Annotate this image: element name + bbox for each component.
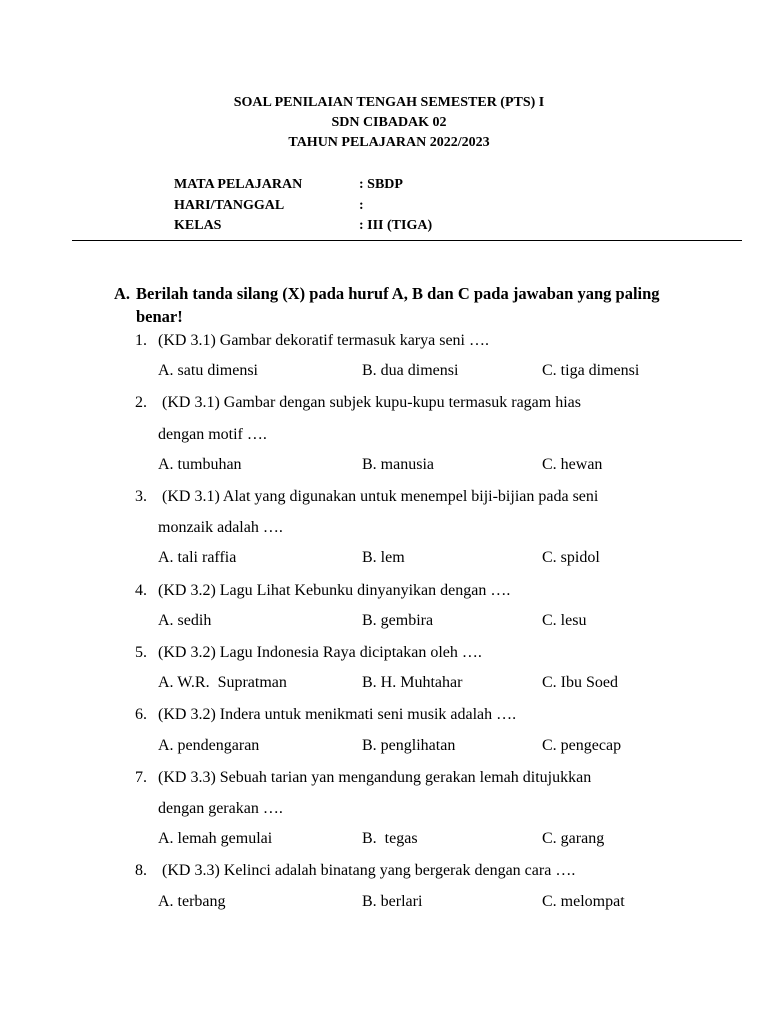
option-c[interactable]: C. Ibu Soed [542,674,618,692]
question-text: (KD 3.2) Indera untuk menikmati seni musik adalah …. [158,706,517,724]
question-text: (KD 3.2) Lagu Indonesia Raya diciptakan oleh …. [158,644,482,661]
question-number: 8. [135,862,147,880]
header-divider [72,240,742,241]
option-a[interactable]: A. sedih [158,611,212,629]
option-c[interactable]: C. tiga dimensi [542,362,640,380]
exam-header [0,93,768,153]
question-text: (KD 3.1) Gambar dekoratif termasuk karya seni …. [158,332,489,349]
option-c[interactable]: C. melompat [542,892,625,910]
option-b[interactable]: B. gembira [362,611,434,629]
header-year: TAHUN PELAJARAN 2022/2023 [288,135,490,150]
info-row-date [174,196,432,217]
option-a[interactable]: A. lemah gemulai [158,830,273,848]
question-text: monzaik adalah …. [158,519,283,537]
option-c[interactable]: C. lesu [542,611,587,629]
question-text: (KD 3.1) Gambar dengan subjek kupu-kupu termasuk ragam hias [158,394,581,412]
info-label: KELAS [174,218,222,233]
option-b[interactable]: B. tegas [362,830,418,848]
question-number: 5. [135,644,147,661]
option-a[interactable]: A. terbang [158,892,226,910]
question-number: 1. [135,332,147,349]
info-row-class [174,216,432,237]
option-c[interactable]: C. pengecap [542,736,622,754]
info-label: MATA PELAJARAN [174,177,303,192]
info-label: HARI/TANGGAL [174,197,285,213]
header-school: SDN CIBADAK 02 [331,115,447,130]
question-text: (KD 3.1) Alat yang digunakan untuk menempel biji-bijian pada seni [158,488,599,505]
question-number: 7. [135,768,147,786]
question-text: (KD 3.3) Sebuah tarian yan mengandung gerakan lemah ditujukkan [158,768,592,786]
option-a[interactable]: A. W.R. Supratman [158,674,287,692]
option-b[interactable]: B. H. Muhtahar [362,674,463,692]
option-b[interactable]: B. dua dimensi [362,362,459,380]
option-a[interactable]: A. tumbuhan [158,455,242,473]
question-number: 2. [135,394,147,412]
option-b[interactable]: B. penglihatan [362,736,456,754]
question-number: 3. [135,488,147,505]
option-c[interactable]: C. hewan [542,455,603,473]
info-row-subject [174,175,432,196]
exam-info [174,175,432,237]
option-b[interactable]: B. manusia [362,455,434,473]
option-c[interactable]: C. spidol [542,549,600,567]
option-b[interactable]: B. berlari [362,892,423,910]
option-c[interactable]: C. garang [542,830,605,848]
question-text: dengan motif …. [158,425,267,443]
option-a[interactable]: A. pendengaran [158,736,260,754]
question-text: (KD 3.3) Kelinci adalah binatang yang bergerak dengan cara …. [158,862,576,880]
question-text: (KD 3.2) Lagu Lihat Kebunku dinyanyikan dengan …. [158,581,511,599]
section-letter: A. [114,284,131,303]
section-instruction-text: Berilah tanda silang (X) pada huruf A, B dan C pada jawaban yang paling benar! [136,284,660,326]
question-number: 6. [135,706,147,724]
option-b[interactable]: B. lem [362,549,405,567]
info-value: : [359,197,364,213]
option-a[interactable]: A. satu dimensi [158,362,258,380]
question-text: dengan gerakan …. [158,800,283,817]
question-number: 4. [135,581,147,599]
header-title: SOAL PENILAIAN TENGAH SEMESTER (PTS) I [233,95,545,110]
info-value: : SBDP [359,177,403,192]
info-value: : III (TIGA) [359,218,433,233]
option-a[interactable]: A. tali raffia [158,549,237,567]
